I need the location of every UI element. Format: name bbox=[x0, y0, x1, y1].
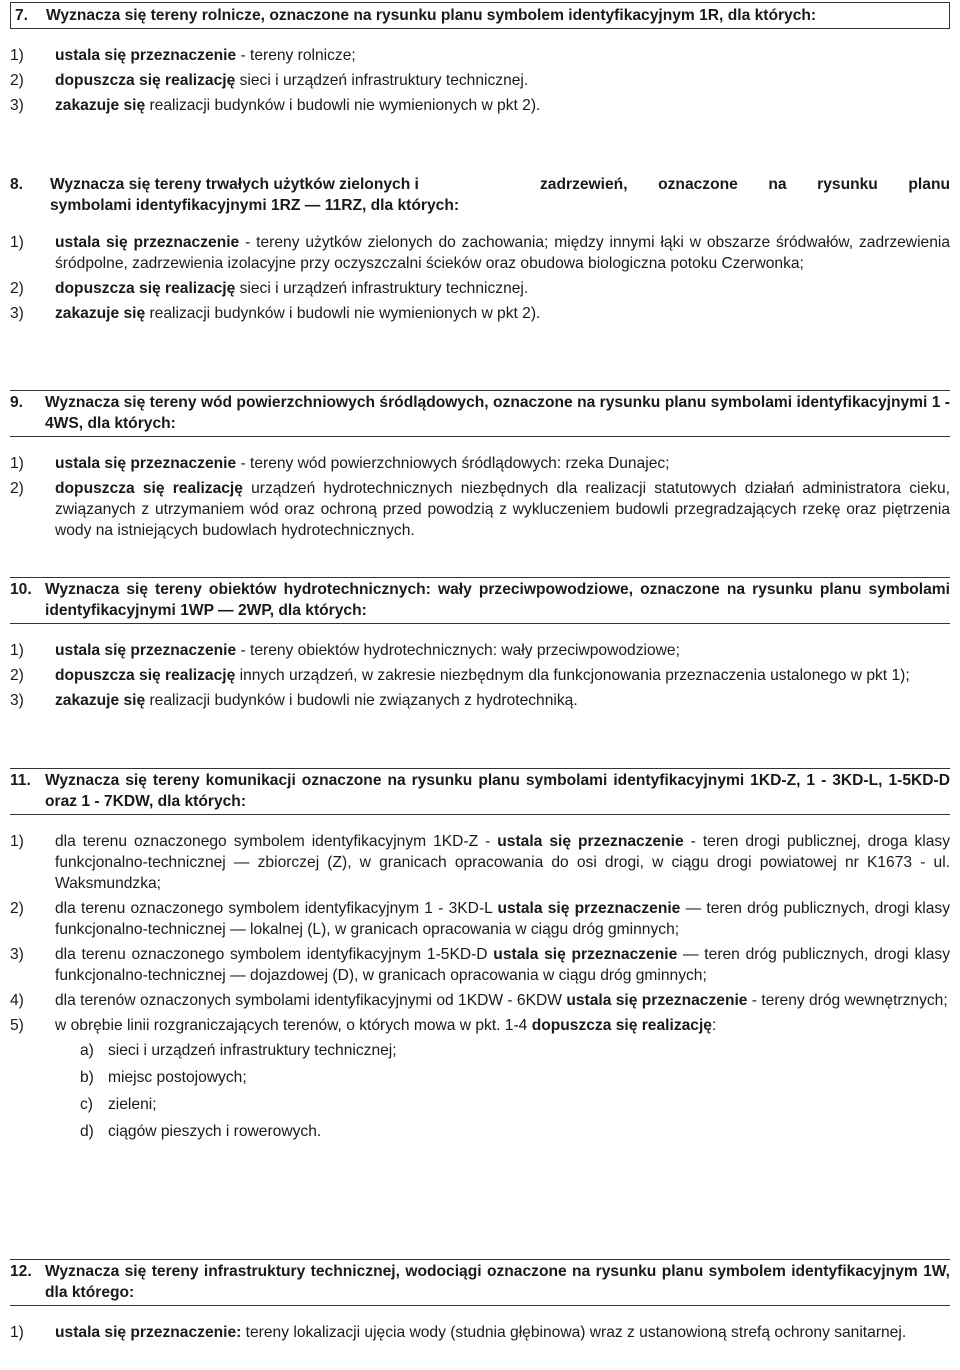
sub-list-item: c) zieleni; bbox=[80, 1096, 157, 1113]
section-10 bbox=[10, 577, 950, 715]
list-item: 2) dopuszcza się realizację sieci i urządzeń infrastruktury technicznej. bbox=[10, 72, 529, 89]
section-12 bbox=[10, 1259, 950, 1347]
item-list bbox=[10, 1322, 950, 1343]
list-item: 3) zakazuje się realizacji budynków i budowli nie związanych z hydrotechniką. bbox=[10, 692, 578, 709]
section-number: 9. bbox=[10, 394, 24, 411]
section-number: 8. bbox=[10, 176, 24, 193]
sub-list-item: a) sieci i urządzeń infrastruktury technicznej; bbox=[80, 1042, 397, 1059]
list-item: 1) ustala się przeznaczenie - tereny użytków zielonych do zachowania; między innymi łąki w obszarze śródwałów, zadrzewienia śródpolne, zadrzewienia izolacyjne przy oczyszczalni ścieków oraz obudowa biologiczna potoku Czerwonka; bbox=[10, 234, 951, 272]
list-item: 2) dopuszcza się realizację sieci i urządzeń infrastruktury technicznej. bbox=[10, 280, 529, 297]
list-item: 1) ustala się przeznaczenie - tereny obiektów hydrotechnicznych: wały przeciwpowodziowe; bbox=[10, 642, 680, 659]
section-heading-text: Wyznacza się tereny infrastruktury technicznej, wodociągi oznaczone na rysunku planu symbolem identyfikacyjnym 1W, dla którego: bbox=[45, 1263, 950, 1301]
section-8 bbox=[10, 174, 950, 328]
list-item: 1) dla terenu oznaczonego symbolem identyfikacyjnym 1KD-Z - ustala się przeznaczenie - teren drogi publicznej, droga klasy funkcjonalno-technicznej — zbiorczej (Z), w granicach opracowania do osi drogi, w ciągu drogi powiatowej nr K1673 - ul. Waksmundzka; bbox=[10, 833, 951, 892]
item-list bbox=[10, 453, 950, 541]
list-item: 1) ustala się przeznaczenie - tereny rolnicze; bbox=[10, 47, 356, 64]
section-heading bbox=[10, 577, 950, 624]
section-heading-text: symbolami identyfikacyjnymi 1RZ — 11RZ, dla których: bbox=[50, 197, 460, 214]
section-heading bbox=[10, 390, 950, 437]
list-item: 5) w obrębie linii rozgraniczających terenów, o których mowa w pkt. 1-4 dopuszcza się realizację: bbox=[10, 1017, 717, 1034]
list-item: 2) dla terenu oznaczonego symbolem identyfikacyjnym 1 - 3KD-L ustala się przeznaczenie — teren dróg publicznych, drogi klasy funkcjonalno-technicznej — lokalnej (L), w granicach opracowania w ciągu dróg gminnych; bbox=[10, 900, 950, 938]
section-heading-text: Wyznacza się tereny trwałych użytków zielonych i bbox=[50, 176, 419, 193]
sub-list-item: d) ciągów pieszych i rowerowych. bbox=[80, 1123, 322, 1140]
sub-list-item: b) miejsc postojowych; bbox=[80, 1069, 247, 1086]
item-list bbox=[10, 232, 950, 324]
section-number: 10. bbox=[10, 581, 32, 598]
section-number: 7. bbox=[15, 7, 29, 24]
section-number: 11. bbox=[10, 772, 31, 789]
section-heading bbox=[10, 768, 950, 815]
list-item: 3) dla terenu oznaczonego symbolem identyfikacyjnym 1-5KD-D ustala się przeznaczenie — teren dróg publicznych, drogi klasy funkcjonalno-technicznej — dojazdowej (D), w granicach opracowania w ciągu dróg gminnych; bbox=[10, 946, 951, 984]
list-item: 1) ustala się przeznaczenie: tereny lokalizacji ujęcia wody (studnia głębinowa) wraz z ustanowioną strefą ochrony sanitarnej. bbox=[10, 1324, 907, 1341]
section-heading bbox=[10, 1259, 950, 1306]
section-heading-text: Wyznacza się tereny komunikacji oznaczone na rysunku planu symbolami identyfikacyjnymi 1KD-Z, 1 - 3KD-L, 1-5KD-D oraz 1 - 7KDW, dla których: bbox=[45, 772, 950, 810]
section-11 bbox=[10, 768, 950, 1148]
list-item: 4) dla terenów oznaczonych symbolami identyfikacyjnymi od 1KDW - 6KDW ustala się przeznaczenie - tereny dróg wewnętrznych; bbox=[10, 992, 948, 1009]
section-heading-text: Wyznacza się tereny obiektów hydrotechnicznych: wały przeciwpowodziowe, oznaczone na rysunku planu symbolami identyfikacyjnymi 1WP — 2WP, dla których: bbox=[45, 581, 950, 619]
list-item: 3) zakazuje się realizacji budynków i budowli nie wymienionych w pkt 2). bbox=[10, 97, 541, 114]
item-list bbox=[10, 640, 950, 711]
list-item: 2) dopuszcza się realizację innych urządzeń, w zakresie niezbędnym dla funkcjonowania przeznaczenia ustalonego w pkt 1); bbox=[10, 667, 910, 684]
item-list bbox=[10, 831, 950, 1036]
section-heading-text: zadrzewień, oznaczone na rysunku planu bbox=[540, 176, 950, 193]
section-heading bbox=[10, 2, 950, 29]
list-item: 1) ustala się przeznaczenie - tereny wód powierzchniowych śródlądowych: rzeka Dunajec; bbox=[10, 455, 670, 472]
section-number: 12. bbox=[10, 1263, 32, 1280]
item-list bbox=[10, 45, 950, 116]
section-heading-text: Wyznacza się tereny wód powierzchniowych śródlądowych, oznaczone na rysunku planu symbolami identyfikacyjnymi 1 - 4WS, dla których: bbox=[45, 394, 950, 432]
list-item: 2) dopuszcza się realizację urządzeń hydrotechnicznych niezbędnych dla realizacji statutowych działań administratora cieku, związanych z utrzymaniem wód oraz ochroną przed powodzią z wykluczeniem budowli przegradzających rzekę oraz piętrzenia wody na istniejących budowlach hydrotechnicznych. bbox=[10, 480, 950, 539]
section-9 bbox=[10, 390, 950, 545]
section-heading-text: Wyznacza się tereny rolnicze, oznaczone na rysunku planu symbolem identyfikacyjnym 1R, dla których: bbox=[46, 7, 817, 24]
sub-item-list bbox=[10, 1040, 950, 1142]
section-heading bbox=[10, 174, 950, 216]
section-7 bbox=[10, 2, 950, 120]
list-item: 3) zakazuje się realizacji budynków i budowli nie wymienionych w pkt 2). bbox=[10, 305, 541, 322]
